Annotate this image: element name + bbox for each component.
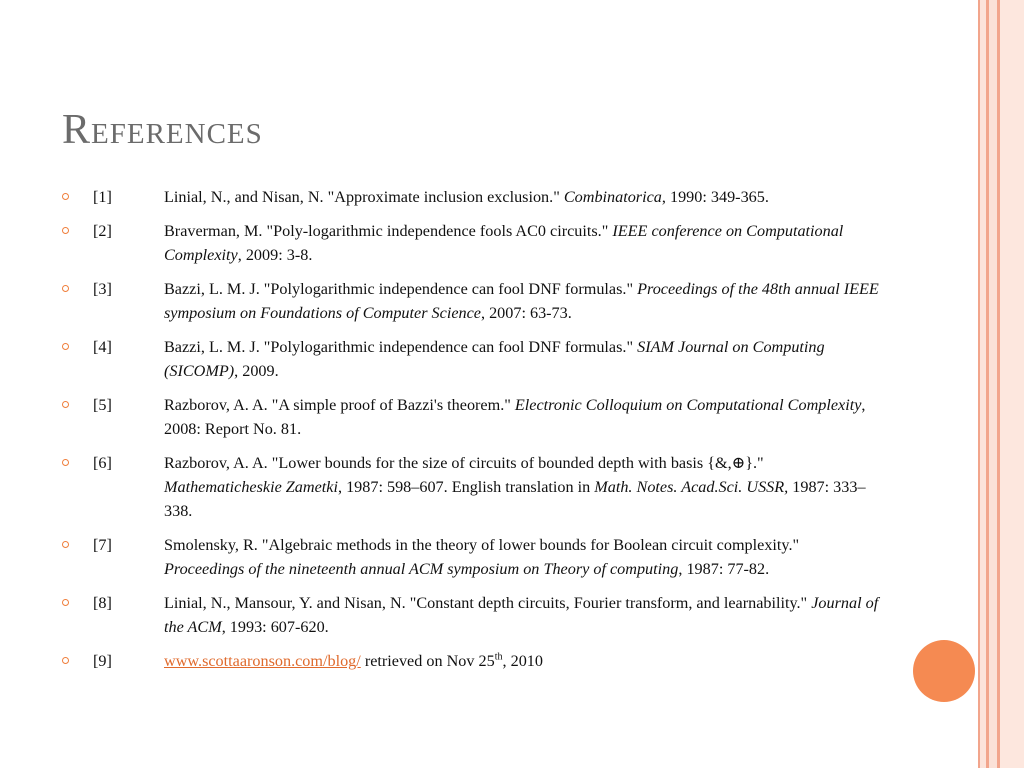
bullet-icon: [62, 193, 69, 200]
reference-number: [3]: [93, 280, 112, 298]
reference-number: [9]: [93, 652, 112, 670]
blog-link[interactable]: www.scottaaronson.com/blog/: [164, 652, 361, 670]
reference-item: [62, 451, 882, 523]
reference-item: [62, 277, 882, 325]
reference-number: [1]: [93, 188, 112, 206]
reference-item: [62, 533, 882, 581]
bullet-icon: [62, 227, 69, 234]
reference-item: [62, 393, 882, 441]
bullet-icon: [62, 459, 69, 466]
reference-text: www.scottaaronson.com/blog/ retrieved on Nov 25th, 2010: [164, 651, 543, 670]
reference-number: [6]: [93, 454, 112, 472]
bullet-icon: [62, 541, 69, 548]
reference-item: [62, 185, 882, 209]
reference-text: Smolensky, R. "Algebraic methods in the theory of lower bounds for Boolean circuit complexity." Proceedings of the nineteenth annual ACM symposium on Theory of computing, 1987: 77-82.: [164, 536, 800, 578]
reference-text: Linial, N., Mansour, Y. and Nisan, N. "Constant depth circuits, Fourier transform, and learnability." Journal of the ACM, 1993: 607-620.: [164, 594, 879, 636]
reference-item: [62, 335, 882, 383]
reference-text: Braverman, M. "Poly-logarithmic independence fools AC0 circuits." IEEE conference on Computational Complexity, 2009: 3-8.: [164, 222, 844, 264]
bullet-icon: [62, 343, 69, 350]
reference-number: [7]: [93, 536, 112, 554]
reference-number: [8]: [93, 594, 112, 612]
bullet-icon: [62, 401, 69, 408]
reference-text: Bazzi, L. M. J. "Polylogarithmic independence can fool DNF formulas." Proceedings of the 48th annual IEEE symposium on Foundations of Computer Science, 2007: 63-73.: [164, 280, 879, 322]
slide-title: References: [62, 107, 263, 153]
reference-text: Razborov, A. A. "A simple proof of Bazzi's theorem." Electronic Colloquium on Computational Complexity, 2008: Report No. 81.: [164, 396, 866, 438]
reference-number: [2]: [93, 222, 112, 240]
reference-item: [62, 591, 882, 639]
reference-list: [62, 185, 882, 683]
decorative-circle: [913, 640, 975, 702]
bullet-icon: [62, 599, 69, 606]
bullet-icon: [62, 285, 69, 292]
reference-item: [62, 649, 882, 673]
reference-text: Bazzi, L. M. J. "Polylogarithmic independence can fool DNF formulas." SIAM Journal on Computing (SICOMP), 2009.: [164, 338, 825, 380]
reference-item: [62, 219, 882, 267]
bullet-icon: [62, 657, 69, 664]
reference-text: Razborov, A. A. "Lower bounds for the size of circuits of bounded depth with basis {&,⊕}." Mathematicheskie Zametki, 1987: 598–607. English translation in Math. Notes. Acad.Sci. USSR, 1987: 333–338.: [164, 454, 866, 520]
reference-number: [4]: [93, 338, 112, 356]
decorative-border: [978, 0, 1024, 768]
reference-text: Linial, N., and Nisan, N. "Approximate inclusion exclusion." Combinatorica, 1990: 349-365.: [164, 188, 769, 206]
reference-number: [5]: [93, 396, 112, 414]
